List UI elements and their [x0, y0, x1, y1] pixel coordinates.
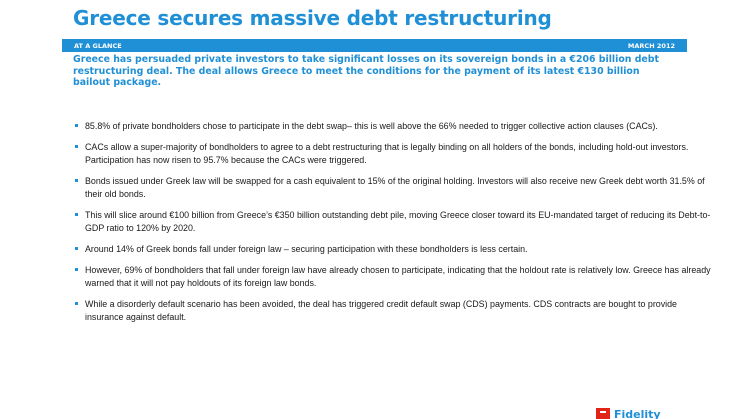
fidelity-logo — [596, 408, 746, 419]
header-bar — [62, 39, 687, 52]
bullet-marker-icon — [75, 145, 78, 148]
bullet-text: CACs allow a super-majority of bondholders to agree to a debt restructuring that is legally binding on all holders of the bonds, including hold-out investors. Participation has now risen to 95.7% because the CACs were triggered. — [85, 142, 689, 165]
bullet-text: Bonds issued under Greek law will be swapped for a cash equivalent to 15% of the original holding. Investors will also receive new Greek debt worth 31.5% of their old bonds. — [85, 176, 705, 199]
bullet-marker-icon — [75, 302, 78, 305]
bullet-marker-icon — [75, 124, 78, 127]
bullet-text: This will slice around €100 billion from Greece’s €350 billion outstanding debt pile, moving Greece closer toward its EU-mandated target of reducing its Debt-to-GDP ratio to 120% by 2020. — [85, 210, 711, 233]
page-title: Greece secures massive debt restructuring — [73, 6, 552, 30]
bullet-item — [75, 298, 715, 324]
bullet-text: Around 14% of Greek bonds fall under foreign law – securing participation with these bondholders is less certain. — [85, 244, 528, 254]
header-bar-section-label: AT A GLANCE — [74, 42, 122, 50]
bullet-marker-icon — [75, 268, 78, 271]
bullet-text: However, 69% of bondholders that fall under foreign law have already chosen to participate, indicating that the holdout rate is relatively low. Greece has already warned that it will not pay holdouts of its foreign law bonds. — [85, 265, 711, 288]
bullet-marker-icon — [75, 213, 78, 216]
summary-paragraph: Greece has persuaded private investors to take significant losses on its sovereign bonds in a €206 billion debt restructuring deal. The deal allows Greece to meet the conditions for the payment of its latest €130 billion bailout package. — [73, 54, 659, 88]
bullet-item — [75, 141, 715, 167]
bullet-item — [75, 243, 715, 256]
bullet-item — [75, 209, 715, 235]
bullet-text: 85.8% of private bondholders chose to participate in the debt swap– this is well above the 66% needed to trigger collective action clauses (CACs). — [85, 121, 658, 131]
bullet-text: While a disorderly default scenario has been avoided, the deal has triggered credit default swap (CDS) payments. CDS contracts are bought to provide insurance against default. — [85, 299, 677, 322]
bullet-list — [75, 120, 715, 332]
fidelity-logo-text: Fidelity — [614, 408, 661, 419]
bullet-marker-icon — [75, 179, 78, 182]
bullet-marker-icon — [75, 247, 78, 250]
fidelity-logo-icon — [596, 408, 610, 419]
bullet-item — [75, 175, 715, 201]
bullet-item — [75, 120, 715, 133]
header-bar-date: MARCH 2012 — [627, 42, 675, 50]
bullet-item — [75, 264, 715, 290]
